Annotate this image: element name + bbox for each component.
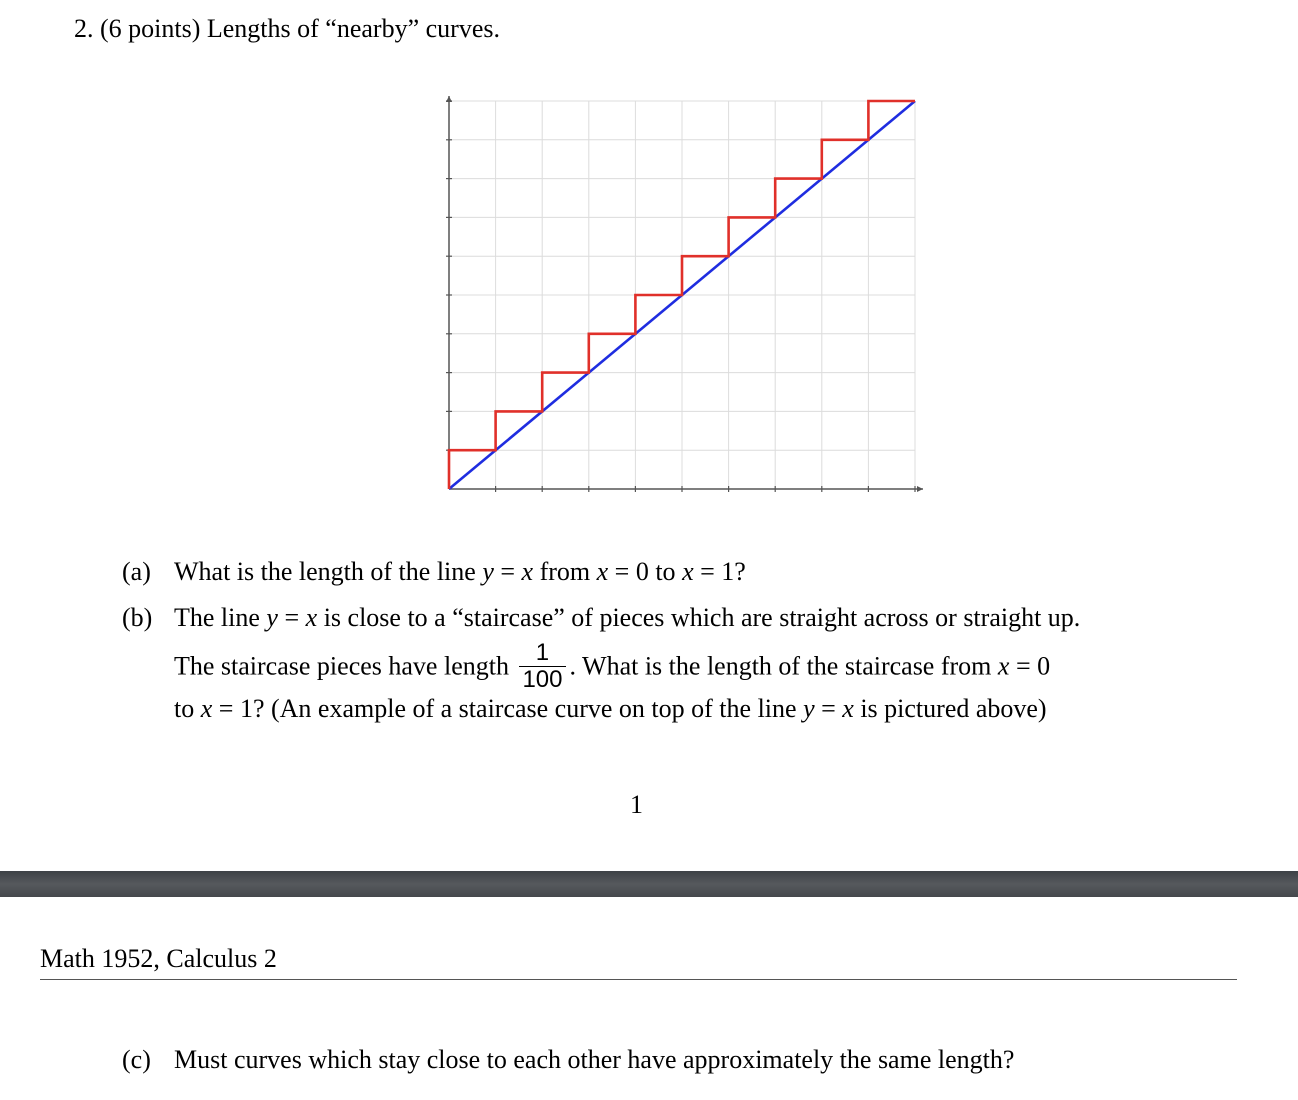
page-number: 1 xyxy=(630,790,643,819)
part-a-text-5: = 1? xyxy=(693,557,746,586)
staircase-figure xyxy=(438,96,928,511)
plot-svg xyxy=(438,96,928,506)
part-c-label: (c) xyxy=(122,1045,151,1074)
part-b-l2-text-2: . What is the length of the staircase from xyxy=(569,651,998,681)
part-c-text: Must curves which stay close to each other have approximately the same length? xyxy=(174,1045,1015,1074)
part-b-l3-text-1: to xyxy=(174,694,201,723)
part-a-math-y: y xyxy=(482,557,494,586)
part-b-l1-text-3: is close to a “staircase” of pieces which are straight across or straight up. xyxy=(317,603,1081,632)
part-b-label: (b) xyxy=(122,603,153,632)
part-b-l3-math-x2: x xyxy=(842,694,854,723)
running-header: Math 1952, Calculus 2 xyxy=(40,944,277,973)
part-b-l2-math-x: x xyxy=(997,651,1010,681)
fraction-numerator: 1 xyxy=(519,640,565,667)
part-b-l3-math-x: x xyxy=(200,694,213,723)
part-a-text-4: = 0 to xyxy=(608,557,683,586)
part-a-math-x2: x xyxy=(596,557,609,586)
part-b-l1-text-2: = xyxy=(277,603,306,632)
problem-title: 2. (6 points) Lengths of “nearby” curves. xyxy=(74,14,500,43)
part-b-l3-math-y: y xyxy=(803,694,815,723)
fraction-denominator: 100 xyxy=(522,666,563,693)
part-b-l2-text-3: = 0 xyxy=(1009,651,1051,681)
part-b-l1-math-x: x xyxy=(305,603,318,632)
part-a-math-x: x xyxy=(521,557,534,586)
part-a-label: (a) xyxy=(122,557,151,586)
part-b-line-1 xyxy=(174,595,1080,641)
part-b-l3-text-3: = xyxy=(814,694,843,723)
part-a-text-1: What is the length of the line xyxy=(174,557,483,586)
page-break-bar xyxy=(0,871,1298,897)
part-a-math-x3: x xyxy=(682,557,694,586)
header-rule xyxy=(40,979,1237,980)
part-b-l1-math-y: y xyxy=(266,603,278,632)
part-b-l1-text-1: The line xyxy=(174,603,267,632)
part-a-text-2: = xyxy=(493,557,522,586)
part-a-text-3: from xyxy=(533,557,597,586)
part-b-l2-text-1: The staircase pieces have length xyxy=(174,651,516,681)
part-b-l3-text-4: is pictured above) xyxy=(853,694,1047,723)
part-b-line-3 xyxy=(174,686,1047,732)
part-a-text xyxy=(174,549,746,595)
part-b-l3-text-2: = 1? (An example of a staircase curve on top of the line xyxy=(212,694,804,723)
x-axis-arrow-icon xyxy=(917,486,923,492)
